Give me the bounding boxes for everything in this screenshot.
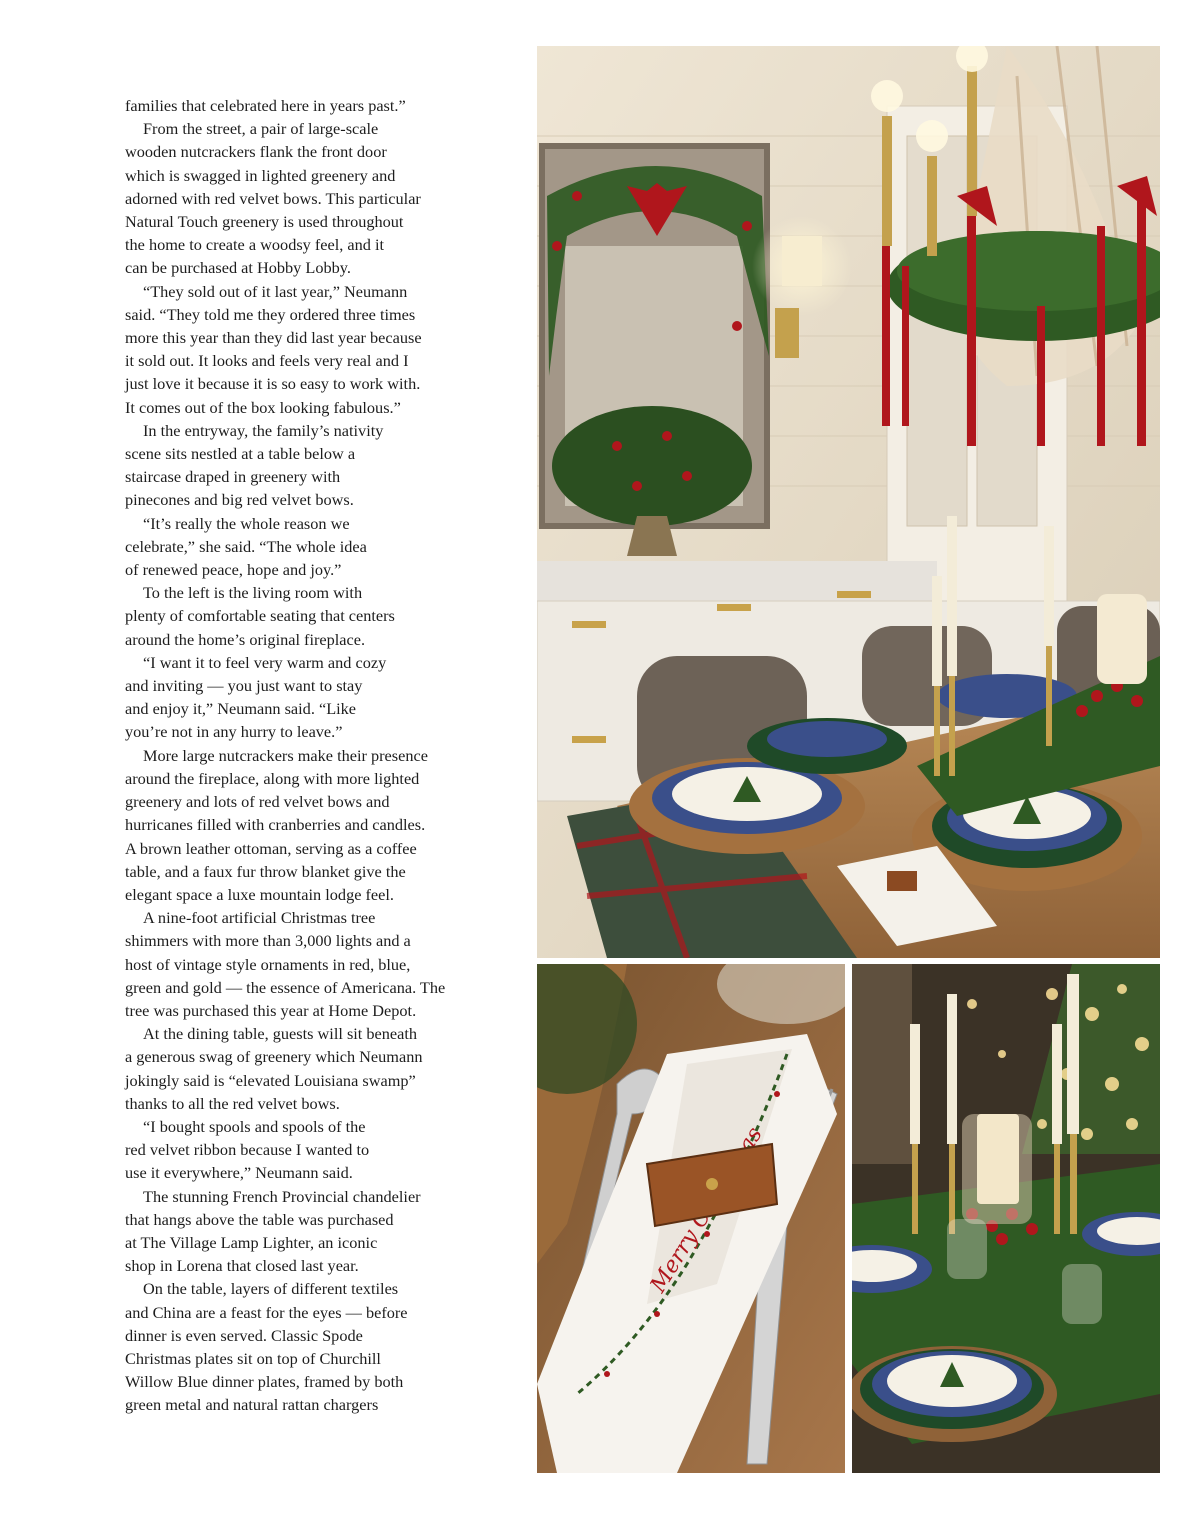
article-line: at The Village Lamp Lighter, an iconic bbox=[125, 1232, 378, 1252]
article-line: More large nutcrackers make their presence bbox=[143, 745, 428, 765]
article-line: “I want it to feel very warm and cozy bbox=[143, 652, 387, 672]
article-line: plenty of comfortable seating that centers bbox=[125, 606, 395, 626]
article-line: green and gold — the essence of Americana. The bbox=[125, 977, 446, 997]
article-line: the home to create a woodsy feel, and it bbox=[125, 235, 385, 255]
article-line: that hangs above the table was purchased bbox=[125, 1209, 394, 1229]
article-line: scene sits nestled at a table below a bbox=[125, 444, 356, 464]
article-line: and enjoy it,” Neumann said. “Like bbox=[125, 699, 357, 719]
article-line: At the dining table, guests will sit beneath bbox=[143, 1024, 418, 1044]
article-line: use it everywhere,” Neumann said. bbox=[125, 1163, 353, 1183]
article-line: “It’s really the whole reason we bbox=[143, 513, 350, 533]
article-line: a generous swag of greenery which Neumann bbox=[125, 1047, 423, 1067]
article-line: red velvet ribbon because I wanted to bbox=[125, 1140, 370, 1160]
article-line: elegant space a luxe mountain lodge feel. bbox=[125, 884, 394, 904]
article-line: Christmas plates sit on top of Churchill bbox=[125, 1348, 381, 1368]
article-line: said. “They told me they ordered three times bbox=[125, 304, 416, 324]
article-line: which is swagged in lighted greenery and bbox=[125, 165, 396, 185]
article-line: A nine-foot artificial Christmas tree bbox=[143, 908, 376, 928]
article-line: dinner is even served. Classic Spode bbox=[125, 1325, 363, 1345]
article-line: and China are a feast for the eyes — before bbox=[125, 1302, 408, 1322]
article-line: celebrate,” she said. “The whole idea bbox=[125, 536, 367, 556]
article-line: The stunning French Provincial chandelier bbox=[143, 1186, 421, 1206]
napkin-closeup-photo bbox=[537, 964, 845, 1473]
article-line: around the home’s original fireplace. bbox=[125, 629, 366, 649]
article-line: families that celebrated here in years past.” bbox=[125, 96, 406, 115]
article-line: just love it because it is so easy to work with. bbox=[125, 374, 421, 394]
article-line: around the fireplace, along with more lighted bbox=[125, 768, 420, 788]
article-line: host of vintage style ornaments in red, blue, bbox=[125, 954, 411, 974]
article-line: On the table, layers of different textiles bbox=[143, 1279, 399, 1299]
article-line: you’re not in any hurry to leave.” bbox=[125, 722, 343, 742]
dining-room-photo bbox=[537, 46, 1160, 958]
article-line: it sold out. It looks and feels very real and I bbox=[125, 351, 409, 371]
article-text-column bbox=[125, 94, 505, 1417]
article-line: and inviting — you just want to stay bbox=[125, 676, 363, 696]
article-line: To the left is the living room with bbox=[143, 583, 363, 603]
article-line: adorned with red velvet bows. This particular bbox=[125, 188, 421, 208]
article-line: hurricanes filled with cranberries and candles. bbox=[125, 815, 426, 835]
article-line: From the street, a pair of large-scale bbox=[143, 119, 379, 139]
article-line: table, and a faux fur throw blanket give the bbox=[125, 861, 406, 881]
article-line: can be purchased at Hobby Lobby. bbox=[125, 258, 351, 278]
table-centerpiece-photo bbox=[852, 964, 1160, 1473]
article-line: shimmers with more than 3,000 lights and a bbox=[125, 931, 411, 951]
article-line: “They sold out of it last year,” Neumann bbox=[143, 281, 408, 301]
article-line: In the entryway, the family’s nativity bbox=[143, 420, 384, 440]
article-line: “I bought spools and spools of the bbox=[143, 1116, 366, 1136]
article-line: Willow Blue dinner plates, framed by both bbox=[125, 1372, 404, 1392]
article-line: tree was purchased this year at Home Depot. bbox=[125, 1000, 417, 1020]
article-line: Natural Touch greenery is used throughout bbox=[125, 212, 404, 232]
article-line: green metal and natural rattan chargers bbox=[125, 1395, 379, 1415]
article-line: of renewed peace, hope and joy.” bbox=[125, 560, 342, 580]
article-line: shop in Lorena that closed last year. bbox=[125, 1256, 359, 1276]
article-line: pinecones and big red velvet bows. bbox=[125, 490, 354, 510]
article-line: staircase draped in greenery with bbox=[125, 467, 341, 487]
article-line: It comes out of the box looking fabulous.” bbox=[125, 397, 401, 417]
article-line: wooden nutcrackers flank the front door bbox=[125, 142, 387, 162]
article-line: greenery and lots of red velvet bows and bbox=[125, 792, 390, 812]
article-line: thanks to all the red velvet bows. bbox=[125, 1093, 340, 1113]
article-line: jokingly said is “elevated Louisiana swamp” bbox=[125, 1070, 416, 1090]
article-line: A brown leather ottoman, serving as a coffee bbox=[125, 838, 417, 858]
article-line: more this year than they did last year because bbox=[125, 328, 422, 348]
